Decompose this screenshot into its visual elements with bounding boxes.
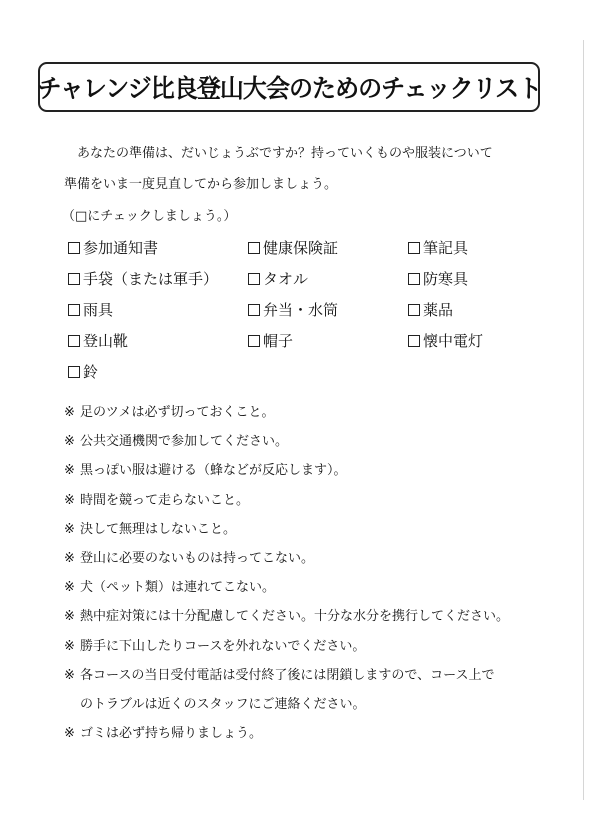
checkbox-icon[interactable] — [248, 242, 260, 254]
check-item-boots[interactable] — [68, 325, 248, 356]
check-item-medicine[interactable] — [408, 294, 538, 325]
check-item-rain-gear[interactable] — [68, 294, 248, 325]
checkbox-icon[interactable] — [68, 273, 80, 285]
checkbox-note: （□にチェックしましょう。） — [62, 209, 237, 224]
check-item-label: 薬品 — [423, 301, 454, 319]
rule-text: 公共交通機関で参加してください。 — [80, 434, 289, 450]
check-item-stationery[interactable] — [408, 232, 538, 263]
rule-mark: ※ — [64, 492, 75, 508]
check-item-label: 筆記具 — [423, 239, 469, 257]
check-item-label: 懐中電灯 — [423, 332, 484, 350]
check-item-flashlight[interactable] — [408, 325, 538, 356]
rule-item — [64, 456, 544, 485]
check-item-label: タオル — [263, 270, 309, 288]
rule-text: 決して無理はしないこと。 — [80, 521, 237, 537]
rule-item — [64, 515, 544, 544]
checkbox-icon[interactable] — [68, 242, 80, 254]
checklist — [68, 232, 538, 387]
checkbox-icon[interactable] — [408, 273, 420, 285]
intro-line-1: あなたの準備は、だいじょうぶですか？持っていくものや服装について — [77, 146, 493, 161]
rule-item — [64, 719, 544, 748]
rule-mark: ※ — [64, 580, 75, 596]
rule-text: 足のツメは必ず切っておくこと。 — [80, 405, 275, 420]
rule-item — [64, 573, 544, 602]
check-item-label: 雨具 — [83, 301, 114, 319]
rule-text-line-1: 各コースの当日受付電話は受付終了後には閉鎖しますので、コース上で — [80, 667, 495, 683]
intro-paragraph — [64, 138, 534, 200]
rule-text: 登山に必要のないものは持ってこない。 — [80, 551, 315, 567]
rule-text: 時間を競って走らないこと。 — [80, 492, 250, 508]
check-item-label: 登山靴 — [83, 332, 129, 350]
rule-item — [64, 602, 544, 631]
rule-mark: ※ — [64, 463, 75, 479]
rule-text-line-2: のトラブルは近くのスタッフにご連絡ください。 — [80, 697, 366, 713]
check-item-cold-gear[interactable] — [408, 263, 538, 294]
check-item-bell[interactable] — [68, 356, 248, 387]
check-item-label: 健康保険証 — [263, 239, 339, 257]
rule-text — [80, 661, 544, 719]
checkbox-icon[interactable] — [248, 273, 260, 285]
page-edge — [583, 40, 584, 800]
rule-item — [64, 544, 544, 573]
rule-mark: ※ — [64, 434, 75, 450]
rule-text: ゴミは必ず持ち帰りましょう。 — [80, 726, 263, 742]
check-item-label: 弁当・水筒 — [263, 301, 339, 319]
checkbox-icon[interactable] — [68, 366, 80, 378]
intro-line-2: 準備をいま一度見直してから参加しましょう。 — [64, 177, 338, 192]
rule-mark: ※ — [64, 521, 75, 537]
check-item-lunch-water[interactable] — [248, 294, 408, 325]
rule-text: 犬（ペット類）は連れてこない。 — [80, 580, 276, 596]
title-box — [38, 62, 540, 112]
rule-mark: ※ — [64, 551, 75, 567]
check-item-gloves[interactable] — [68, 263, 248, 294]
check-item-label: 防寒具 — [423, 270, 469, 288]
check-item-towel[interactable] — [248, 263, 408, 294]
rule-text: 熱中症対策には十分配慮してください。十分な水分を携行してください。 — [80, 609, 510, 625]
checkbox-icon[interactable] — [68, 304, 80, 316]
check-item-notice[interactable] — [68, 232, 248, 263]
check-item-label: 帽子 — [263, 332, 294, 350]
rule-text: 黒っぽい服は避ける（蜂などが反応します）。 — [80, 463, 347, 479]
checkbox-icon[interactable] — [408, 304, 420, 316]
rule-item — [64, 661, 544, 719]
rule-mark: ※ — [64, 405, 75, 420]
rule-item — [64, 398, 544, 427]
check-item-hat[interactable] — [248, 325, 408, 356]
check-item-label: 参加通知書 — [83, 239, 159, 257]
rule-item — [64, 427, 544, 456]
rules-list — [64, 398, 544, 748]
checkbox-icon[interactable] — [408, 335, 420, 347]
rule-item — [64, 486, 544, 515]
page-title: チャレンジ比良登山大会のためのチェックリスト — [37, 74, 541, 103]
check-item-label: 手袋（または軍手） — [83, 270, 219, 288]
check-item-insurance[interactable] — [248, 232, 408, 263]
rule-mark: ※ — [64, 638, 75, 654]
checkbox-icon[interactable] — [408, 242, 420, 254]
checkbox-icon[interactable] — [248, 335, 260, 347]
rule-text: 勝手に下山したりコースを外れないでください。 — [80, 638, 366, 654]
checkbox-icon[interactable] — [248, 304, 260, 316]
rule-mark: ※ — [64, 726, 75, 742]
rule-item — [64, 632, 544, 661]
check-item-label: 鈴 — [83, 363, 99, 381]
rule-mark: ※ — [64, 667, 75, 683]
rule-mark: ※ — [64, 609, 75, 625]
checkbox-icon[interactable] — [68, 335, 80, 347]
